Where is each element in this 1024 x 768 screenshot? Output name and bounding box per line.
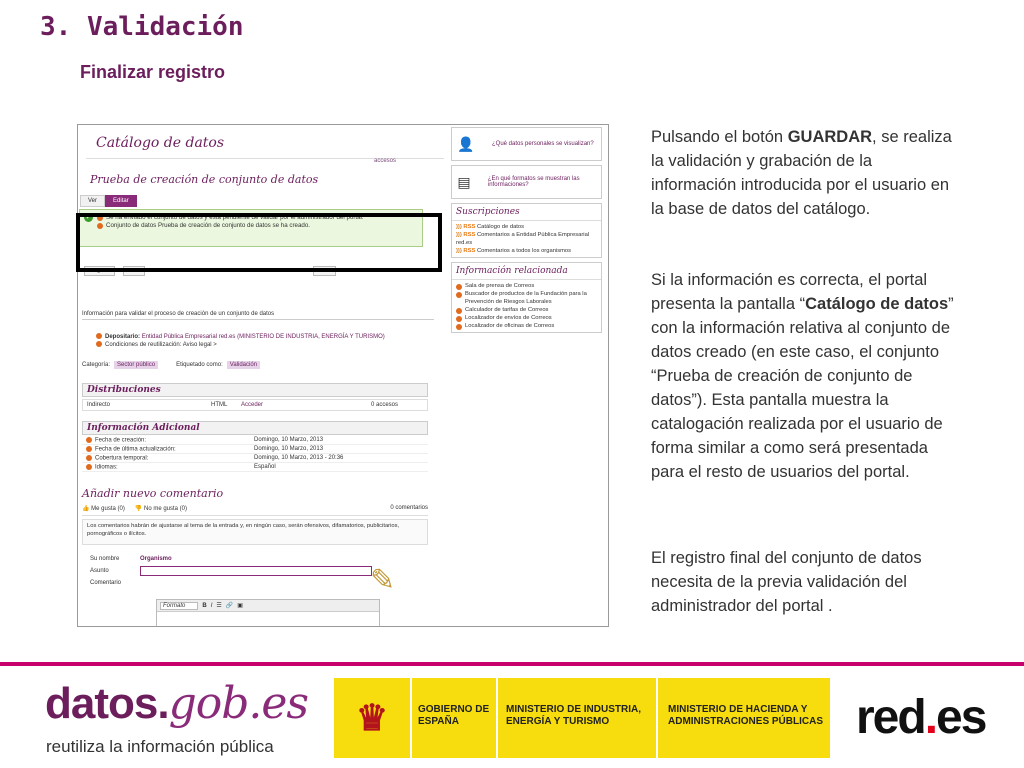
- info-lines: [92, 333, 385, 349]
- dist-name: Indirecto: [87, 402, 111, 408]
- relacionada-title: Información relacionada: [452, 263, 601, 280]
- vote-like-label: Me gusta (0): [91, 506, 125, 512]
- dist-access-link[interactable]: Acceder: [241, 402, 264, 408]
- suscripciones-box: [451, 203, 602, 258]
- share-button[interactable]: Share: [313, 266, 336, 276]
- related-link-label: Calculador de tarifas de Correos: [465, 307, 549, 313]
- description-paragraph-3: El registro final del conjunto de datos necesita de la previa validación del administrador del portal .: [651, 549, 922, 615]
- subject-label: Asunto: [90, 568, 109, 574]
- row-value: Domingo, 10 Marzo, 2013: [254, 446, 324, 452]
- main-column: [86, 131, 444, 159]
- suscripciones-title: Suscripciones: [452, 204, 601, 221]
- comment-editor[interactable]: [156, 599, 380, 627]
- related-link[interactable]: [456, 322, 597, 330]
- reutilizacion-text[interactable]: Condiciones de reutilización: Aviso legal >: [105, 342, 217, 348]
- list-icon[interactable]: ☰: [216, 603, 222, 609]
- rss-label: RSS: [463, 224, 476, 230]
- rss-item-label: Comentarios a todos los organismos: [476, 248, 572, 254]
- vote-like-button[interactable]: [82, 505, 125, 512]
- depositario-label: Depositario:: [105, 334, 141, 340]
- bullet-arrow-icon: [456, 316, 462, 322]
- personal-data-link[interactable]: ¿Qué datos personales se visualizan?: [492, 141, 594, 147]
- name-value: Organismo: [140, 556, 172, 562]
- etiquetado-label: Etiquetado como:: [176, 362, 223, 368]
- bullet-arrow-icon: [456, 308, 462, 314]
- desc-text: ” con la información relativa al conjunto de datos creado (en este caso, el conjunto “Prueba de creación de conjunto de datos”). Esta pantalla muestra la catalogación realizada por el usuario de forma similar a como será presentada para el resto de usuarios del portal.: [651, 295, 954, 481]
- person-info-icon: 👤: [457, 135, 475, 152]
- bullet-arrow-icon: [86, 455, 92, 461]
- coat-of-arms-icon: ♛: [334, 678, 412, 758]
- desc-text: Si la información es correcta, el portal presenta la pantalla “: [651, 271, 928, 313]
- rss-item[interactable]: [456, 231, 597, 247]
- etiquetado-chip[interactable]: Validación: [227, 361, 260, 369]
- comment-form: [90, 553, 428, 609]
- row-key: Cobertura temporal:: [95, 455, 149, 462]
- highlight-frame: [76, 213, 442, 272]
- related-link[interactable]: [456, 282, 597, 290]
- thumbs-up-icon: 👍: [82, 506, 90, 512]
- rss-icon: ))): [456, 224, 462, 230]
- tabs: [80, 195, 137, 207]
- comment-rules: Los comentarios habrán de ajustarse al tema de la entrada y, en ningún caso, serán ofensivos, difamatorios, publicitarios, pornográficos o ilícitos.: [82, 519, 428, 545]
- tweet-button[interactable]: Tweet: [123, 266, 146, 276]
- table-row: [82, 445, 428, 454]
- logo-main: datos.: [45, 679, 169, 728]
- format-select[interactable]: Formato: [160, 602, 198, 610]
- row-value: Domingo, 10 Marzo, 2013 - 20:36: [254, 455, 344, 461]
- thumbs-down-icon: 👎: [134, 506, 143, 512]
- row-value: Español: [254, 464, 276, 470]
- related-link-label: Localizador de envíos de Correos: [465, 315, 552, 321]
- comments-count: 0 comentarios: [390, 505, 428, 511]
- name-label: Su nombre: [90, 556, 120, 562]
- distribution-row: [82, 399, 428, 411]
- related-link[interactable]: [456, 314, 597, 322]
- tab-editar[interactable]: Editar: [105, 195, 137, 207]
- categoria-label: Categoría:: [82, 362, 111, 368]
- government-banner: [334, 678, 830, 758]
- image-icon[interactable]: ▣: [237, 603, 243, 609]
- bullet-arrow-icon: [86, 464, 92, 470]
- row-value: Domingo, 10 Marzo, 2013: [254, 437, 324, 443]
- desc-text: Pulsando el botón: [651, 128, 788, 146]
- italic-icon[interactable]: I: [210, 602, 213, 609]
- related-link-label: Buscador de productos de la Fundación para la Prevención de Riesgos Laborales: [465, 291, 587, 305]
- info-adicional-table: [82, 436, 428, 472]
- desc-text: , se realiza la validación y grabación de la información introducida por el usuario en la base de datos del catálogo.: [651, 128, 952, 218]
- depositario-value[interactable]: Entidad Pública Empresarial red.es (MINISTERIO DE INDUSTRIA, ENERGÍA Y TURISMO): [141, 334, 385, 340]
- redes-b: es: [936, 691, 986, 744]
- sidebar-formats[interactable]: [451, 165, 602, 199]
- bullet-arrow-icon: [96, 333, 102, 339]
- datos-gob-logo: [45, 678, 308, 729]
- comment-label: Comentario: [90, 580, 122, 586]
- rss-label: RSS: [463, 232, 476, 238]
- tab-ver[interactable]: Ver: [80, 195, 105, 207]
- new-comment-title: Añadir nuevo comentario: [82, 487, 224, 500]
- logo-italic: gob.es: [168, 678, 309, 729]
- row-key: Fecha de última actualización:: [95, 446, 176, 453]
- bullet-arrow-icon: [456, 324, 462, 330]
- dataset-title: Prueba de creación de conjunto de datos: [90, 173, 319, 186]
- accesos-label: accesos: [374, 158, 397, 164]
- redes-logo: [856, 690, 985, 745]
- row-key: Idiomas:: [95, 464, 118, 471]
- bullet-arrow-icon: [86, 446, 92, 452]
- info-label: Información para validar el proceso de creación de un conjunto de datos: [82, 311, 434, 320]
- portal-screenshot: [77, 124, 609, 627]
- message-line-1: Se ha enviado el conjunto de datos y está pendiente de validar por el administrador del portal.: [106, 214, 364, 222]
- distribuciones-header: Distribuciones: [82, 383, 428, 397]
- sidebar-personal-data[interactable]: [451, 127, 602, 161]
- info-adicional-header: Información Adicional: [82, 421, 428, 435]
- votes-bar: [82, 505, 428, 516]
- like-button[interactable]: Me gusta: [84, 266, 115, 276]
- rss-icon: ))): [456, 232, 462, 238]
- rss-item-label: Catálogo de datos: [476, 224, 525, 230]
- gov-block-1: GOBIERNO DE ESPAÑA: [412, 678, 498, 758]
- dist-count: 0 accesos: [371, 402, 399, 408]
- formats-link[interactable]: ¿En qué formatos se muestran las informaciones?: [487, 176, 580, 188]
- vote-dislike-label: No me gusta (0): [144, 506, 188, 512]
- subject-input[interactable]: [140, 566, 372, 576]
- rss-item-label: Comentarios a Entidad Pública Empresarial red.es: [456, 232, 590, 246]
- footer-divider: [0, 662, 1024, 666]
- desc-bold: Catálogo de datos: [805, 295, 949, 313]
- document-icon: ▤: [457, 173, 471, 190]
- redes-a: red: [856, 691, 925, 744]
- bullet-arrow-icon: [456, 292, 462, 298]
- rss-item[interactable]: [456, 223, 597, 231]
- sidebar: [451, 127, 602, 337]
- row-key: Fecha de creación:: [95, 437, 147, 444]
- logo-tagline: reutiliza la información pública: [46, 737, 274, 756]
- rss-label: RSS: [463, 248, 476, 254]
- slide-subtitle: Finalizar registro: [80, 62, 226, 82]
- gov-block-3: MINISTERIO DE HACIENDA Y ADMINISTRACIONES PÚBLICAS: [668, 704, 824, 727]
- bullet-arrow-icon: [456, 284, 462, 290]
- bullet-arrow-icon: [86, 437, 92, 443]
- table-row: [82, 463, 428, 472]
- vote-dislike-button[interactable]: [135, 505, 187, 512]
- rss-icon: ))): [456, 248, 462, 254]
- table-row: [82, 454, 428, 463]
- link-icon[interactable]: 🔗: [225, 603, 234, 609]
- description-paragraph-2: [651, 268, 961, 484]
- category-row: [82, 361, 260, 369]
- message-line-2: Conjunto de datos Prueba de creación de conjunto de datos se ha creado.: [106, 222, 310, 230]
- pencil-icon: ✎: [370, 564, 396, 597]
- bullet-arrow-icon: [96, 341, 102, 347]
- check-icon: ✓: [85, 214, 92, 221]
- related-link-label: Sala de prensa de Correos: [465, 283, 535, 289]
- gov-block-2: MINISTERIO DE INDUSTRIA, ENERGÍA Y TURISMO: [498, 678, 658, 758]
- desc-bold: GUARDAR: [787, 128, 873, 146]
- slide-title: 3. Validación: [40, 12, 244, 42]
- related-link[interactable]: [456, 306, 597, 314]
- bold-icon[interactable]: B: [202, 602, 207, 609]
- categoria-chip[interactable]: Sector público: [114, 361, 158, 369]
- related-link[interactable]: [456, 290, 597, 306]
- editor-toolbar: [157, 600, 379, 612]
- dist-format: HTML: [211, 402, 228, 408]
- rss-item[interactable]: [456, 247, 597, 255]
- catalog-title: Catálogo de datos: [86, 131, 444, 159]
- description-paragraph-1: [651, 125, 961, 221]
- redes-dot: .: [924, 691, 937, 744]
- related-link-label: Localizador de oficinas de Correos: [465, 323, 555, 329]
- table-row: [82, 436, 428, 445]
- relacionada-box: [451, 262, 602, 333]
